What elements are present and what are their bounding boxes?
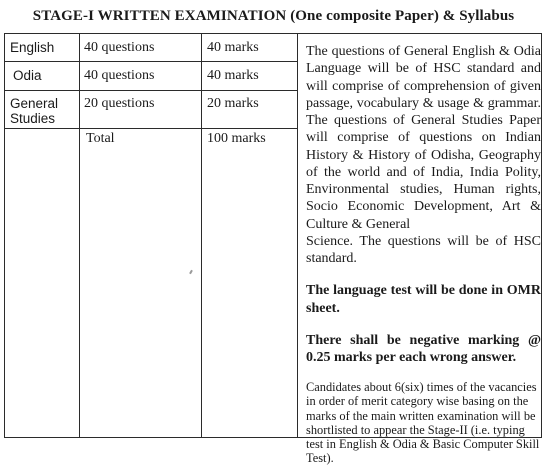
row-divider-1 bbox=[4, 61, 298, 62]
questions-general-studies: 20 questions bbox=[84, 96, 155, 111]
marks-odia: 40 marks bbox=[207, 68, 259, 83]
table-border-left bbox=[4, 33, 5, 438]
column-divider-3 bbox=[297, 33, 298, 438]
column-divider-2 bbox=[201, 33, 202, 438]
total-label: Total bbox=[86, 131, 115, 146]
row-divider-3 bbox=[4, 128, 298, 129]
shortlist-note: Candidates about 6(six) times of the vacancies in order of merit category wise basing on the marks of the main written examination will be shortlisted to appear the Stage-II (i.e. typing test in English & Odia & Basic Computer Skill Test). bbox=[306, 380, 540, 465]
page-title: STAGE-I WRITTEN EXAMINATION (One composite Paper) & Syllabus bbox=[32, 8, 515, 24]
subject-english: English bbox=[10, 40, 55, 55]
subject-general-line1: General bbox=[10, 96, 59, 111]
column-divider-1 bbox=[79, 33, 80, 438]
omr-note: The language test will be done in OMR sheet. bbox=[306, 283, 541, 316]
total-marks: 100 marks bbox=[207, 131, 266, 146]
negative-marking-note: There shall be negative marking @ 0.25 marks per each wrong answer. bbox=[306, 332, 541, 365]
subject-odia: Odia bbox=[13, 68, 42, 83]
syllabus-text-last: Science. The questions will be of HSC standard. bbox=[306, 233, 541, 266]
questions-english: 40 questions bbox=[84, 40, 155, 55]
syllabus-text: The questions of General English & Odia Language will be of HSC standard and will comprise of comprehension of given passage, vocabulary & usage & grammar. The questions of General Studies Paper will comprise of questions on Indian History & History of Odisha, Geography of the world and of India, India Polity, Environmental studies, Human rights, Socio Economic Development, Art & Culture & General bbox=[306, 44, 541, 232]
stray-mark bbox=[189, 270, 193, 274]
questions-odia: 40 questions bbox=[84, 68, 155, 83]
table-border-right bbox=[541, 33, 542, 438]
subject-general-line2: Studies bbox=[10, 111, 56, 126]
row-divider-2 bbox=[4, 90, 298, 91]
marks-english: 40 marks bbox=[207, 40, 259, 55]
table-border-top bbox=[4, 33, 542, 34]
syllabus-description bbox=[306, 43, 541, 465]
marks-general-studies: 20 marks bbox=[207, 96, 259, 111]
